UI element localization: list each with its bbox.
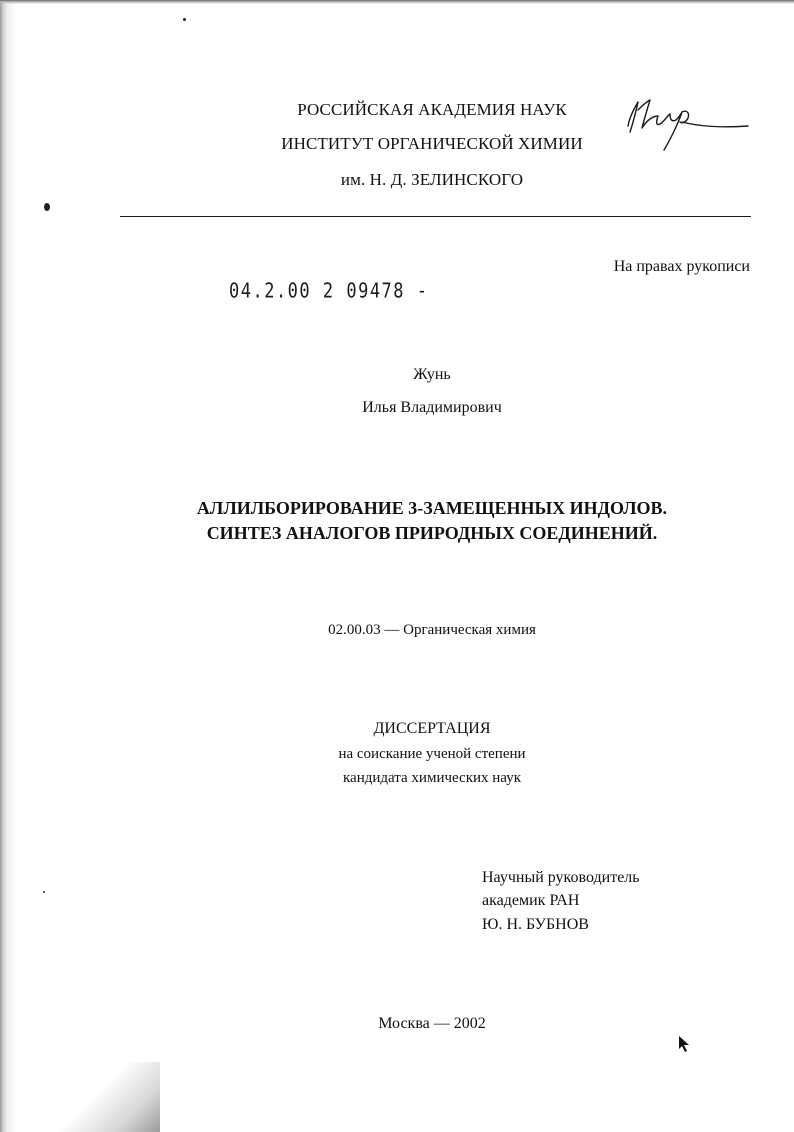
manuscript-rights-note: На правах рукописи <box>613 258 750 275</box>
scan-speck <box>44 203 50 211</box>
handwritten-signature <box>620 92 755 162</box>
degree-line-2: кандидата химических наук <box>342 770 521 786</box>
arrow-mark-icon <box>677 1035 691 1053</box>
scan-edge-bottom <box>0 1062 160 1132</box>
supervisor-name: Ю. Н. БУБНОВ <box>482 916 589 933</box>
degree-line-1: на соискание ученой степени <box>338 746 526 762</box>
specialty-code: 02.00.03 — Органическая химия <box>328 622 536 638</box>
city-year: Москва — 2002 <box>378 1015 486 1032</box>
author-surname: Жунь <box>413 366 451 383</box>
thesis-title-line-2: СИНТЕЗ АНАЛОГОВ ПРИРОДНЫХ СОЕДИНЕНИЙ. <box>206 523 658 543</box>
scan-speck <box>183 18 186 21</box>
dissertation-heading: ДИССЕРТАЦИЯ <box>373 720 491 737</box>
scan-speck <box>43 891 45 893</box>
supervisor-role: Научный руководитель <box>482 869 640 886</box>
institute-named-after: им. Н. Д. ЗЕЛИНСКОГО <box>340 170 524 189</box>
institute-name: ИНСТИТУТ ОРГАНИЧЕСКОЙ ХИМИИ <box>281 134 583 153</box>
supervisor-rank: академик РАН <box>482 892 580 909</box>
scan-edge-left <box>0 0 18 1132</box>
author-given-names: Илья Владимирович <box>362 399 502 416</box>
academy-name: РОССИЙСКАЯ АКАДЕМИЯ НАУК <box>297 100 567 119</box>
header-rule <box>120 216 751 217</box>
registration-stamp-number: 04.2.00 2 09478 - <box>229 280 429 304</box>
thesis-title-line-1: АЛЛИЛБОРИРОВАНИЕ 3-ЗАМЕЩЕННЫХ ИНДОЛОВ. <box>196 498 668 518</box>
scan-edge-top <box>0 0 794 4</box>
